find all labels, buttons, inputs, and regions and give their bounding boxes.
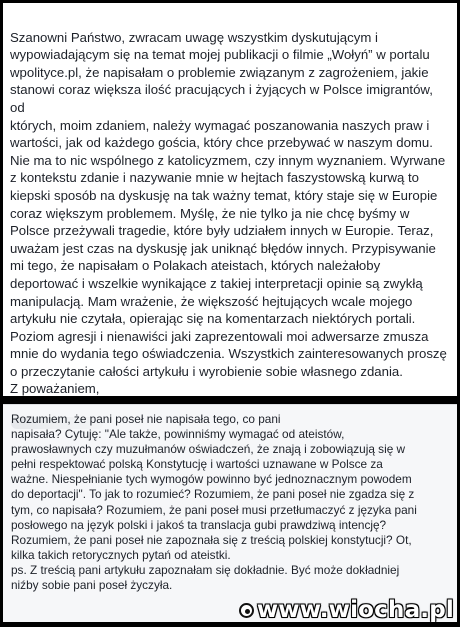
post-body — [3, 3, 457, 396]
eye-icon — [239, 603, 254, 618]
post-text: Szanowni Państwo, zwracam uwagę wszystkim dyskutującym i wypowiadającym się na temat mojej publikacji o filmie „Wołyń” w portalu wpolityce.pl, że napisałam o problemie związanym z zagrożeniem, jakie stanowi coraz większa ilość pracujących i żyjących w Polsce imigrantów, od których, moim zdaniem, należy wymagać poszanowania naszych praw i wartości, jak od każdego gościa, który chce przebywać w naszym domu. Nie ma to nic wspólnego z katolicyzmem, czy innym wyznaniem. Wyrwane z kontekstu zdanie i nazywanie mnie w hejtach faszystowską kurwą to kiepski sposób na dyskusję na tak ważny temat, który staje się w Europie coraz większym problemem. Myślę, że nie tylko ja nie chcę byśmy w Polsce przeżywali tragedie, które były udziałem innych w Europie. Teraz, uważam jest czas na dyskusję jak uniknąć błędów innych. Przypisywanie mi tego, że napisałam o Polakach ateistach, których należałoby deportować i wszelkie wynikające z takiej interpretacji opinie są zwykłą manipulacją. Mam wrażenie, że większość hejtujących wcale mojego artykułu nie czytała, opierając się na komentarzach niektórych portali. Poziom agresji i nienawiści jaki zaprezentowali moi adwersarze zmusza mnie do wydania tego oświadczenia. Wszystkich zainteresowanych proszę o przeczytanie całości artykułu i wyrobienie sobie własnego zdania. Z poważaniem, — [10, 29, 447, 396]
comment — [3, 404, 457, 622]
watermark-text: www.wiocha.pl — [256, 597, 454, 623]
watermark-logo — [239, 597, 454, 623]
comment-text: Rozumiem, że pani poseł nie napisała tego, co pani napisała? Cytuję: "Ale także, powinniśmy wymagać od ateistów, prawosławnych czy muzułmanów oświadczeń, że znają i zobowiązują się w pełni respektować polską Konstytucję i wartości uznawane w Polsce za ważne. Niespełnianie tych wymogów powinno być jednoznacznym powodem do deportacji". To jak to rozumieć? Rozumiem, że pani poseł nie zgadza się z tym, co napisała? Rozumiem, że pani poseł musi przetłumaczyć z języka pani posłowego na język polski i jakoś ta translacja gubi prawdziwą intencję? Rozumiem, że pani poseł nie zapoznała się z treścią polskiej konstytucji? Ot, kilka takich retorycznych pytań od ateistki. ps. Z treścią pani artykułu zapoznałam się dokładnie. Być może dokładniej niźby sobie pani poseł życzyła. — [11, 412, 417, 593]
